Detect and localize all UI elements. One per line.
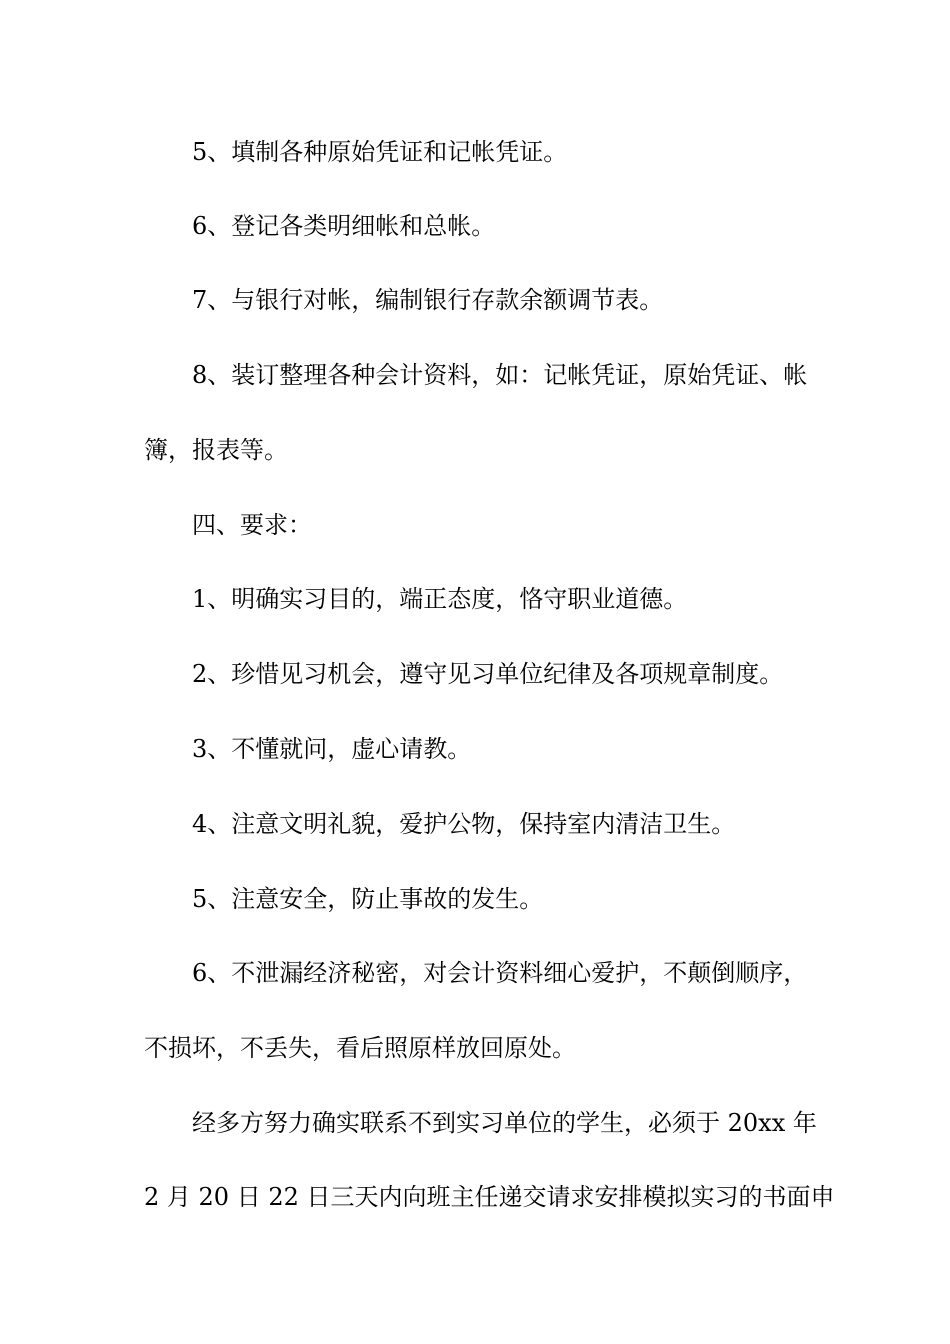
section-heading-requirements: 四、要求： [192, 511, 312, 539]
requirement-2: 2、珍惜见习机会，遵守见习单位纪律及各项规章制度。 [192, 660, 784, 688]
requirement-4: 4、注意文明礼貌，爱护公物，保持室内清洁卫生。 [192, 810, 736, 838]
requirement-1: 1、明确实习目的，端正态度，恪守职业道德。 [192, 585, 688, 613]
item-8-continuation: 簿，报表等。 [144, 436, 288, 464]
closing-paragraph-line-2: 2 月 20 日 22 日三天内向班主任递交请求安排模拟实习的书面申 [144, 1183, 835, 1211]
item-7-bank-reconciliation: 7、与银行对帐，编制银行存款余额调节表。 [192, 286, 664, 314]
item-6-register-ledgers: 6、登记各类明细帐和总帐。 [192, 212, 496, 240]
closing-paragraph-line-1: 经多方努力确实联系不到实习单位的学生，必须于 20xx 年 [192, 1109, 817, 1137]
requirement-3: 3、不懂就问，虚心请教。 [192, 735, 472, 763]
requirement-6: 6、不泄漏经济秘密，对会计资料细心爱护，不颠倒顺序， [192, 959, 808, 987]
requirement-6-continuation: 不损坏，不丢失，看后照原样放回原处。 [144, 1034, 576, 1062]
item-8-bind-materials: 8、装订整理各种会计资料，如：记帐凭证，原始凭证、帐 [192, 361, 808, 389]
item-5-fill-vouchers: 5、填制各种原始凭证和记帐凭证。 [192, 138, 568, 166]
requirement-5: 5、注意安全，防止事故的发生。 [192, 885, 544, 913]
